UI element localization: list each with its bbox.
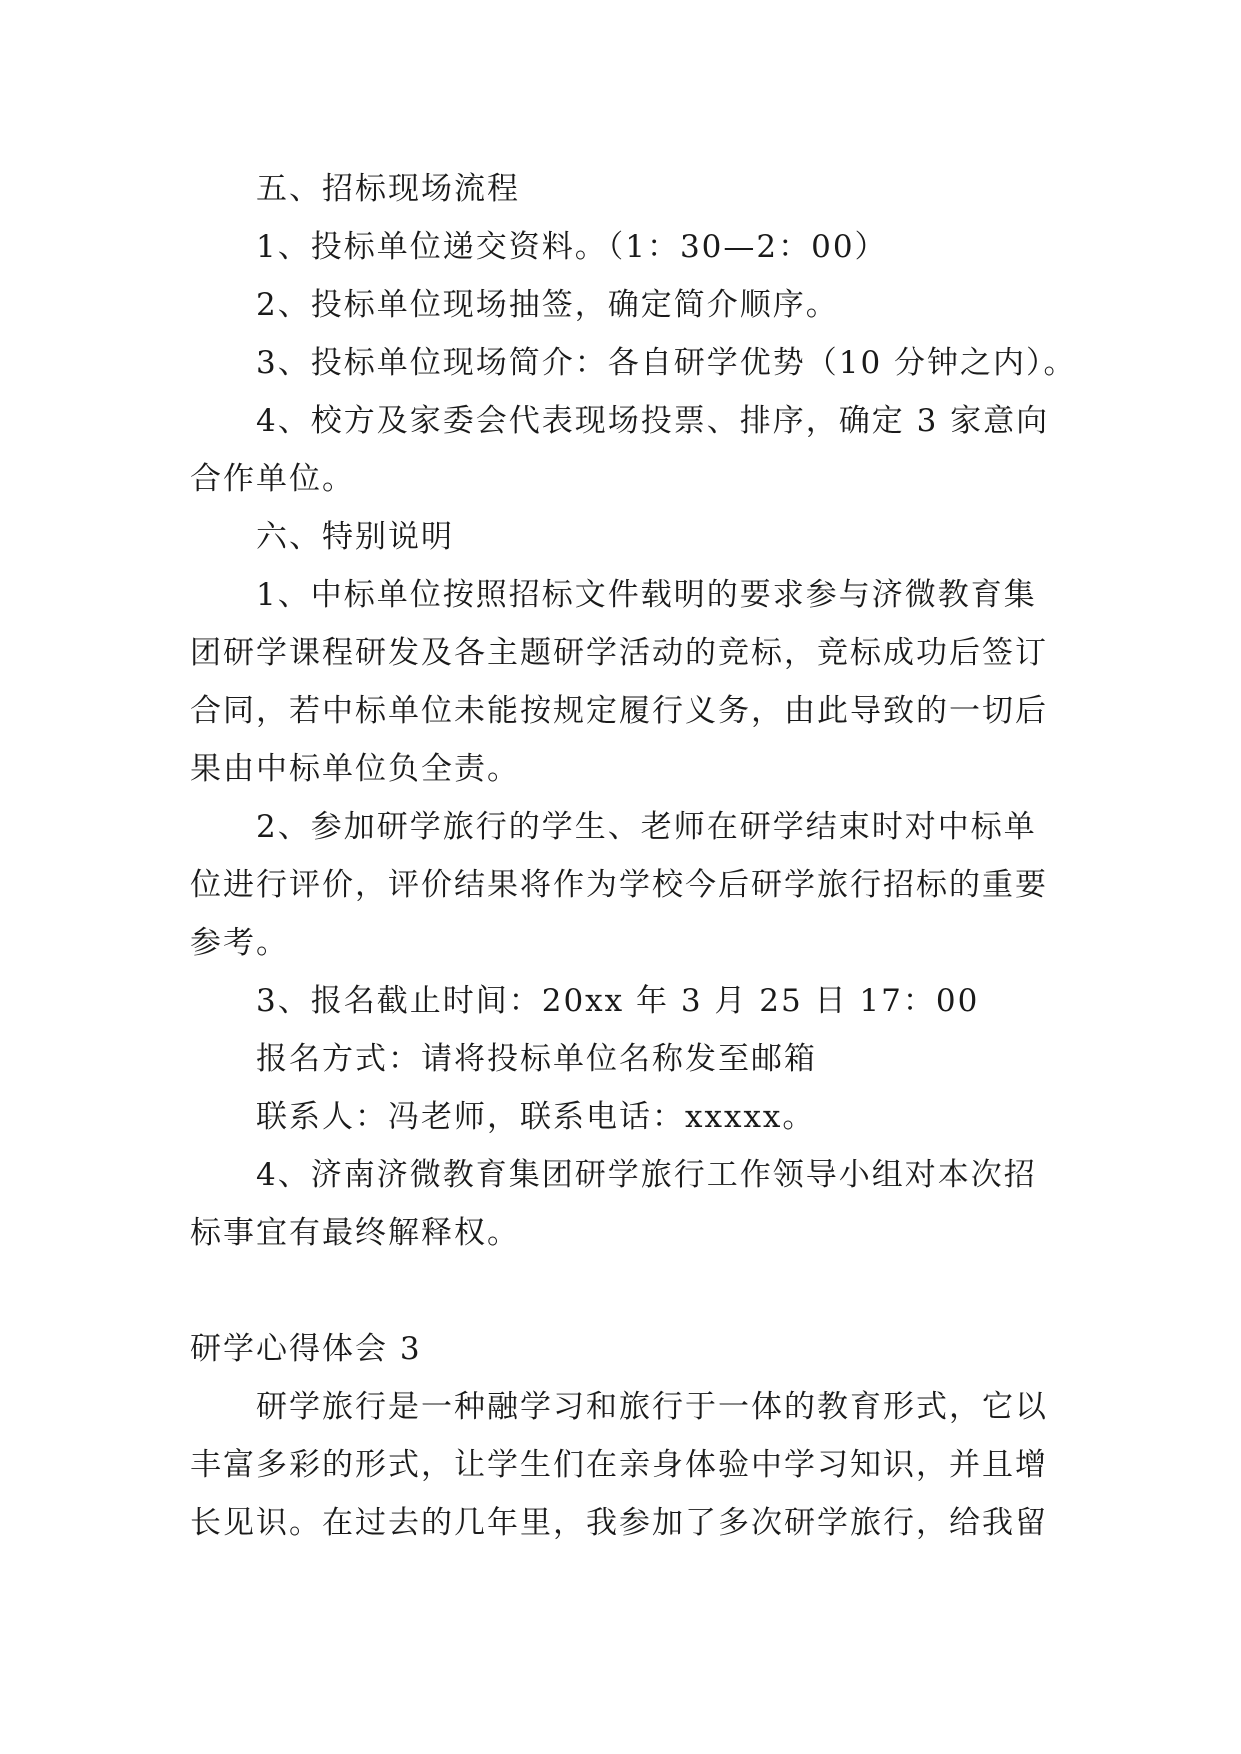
section-heading: 六、特别说明 bbox=[256, 519, 454, 555]
paragraph-line: 研学旅行是一种融学习和旅行于一体的教育形式，它以 bbox=[256, 1389, 1048, 1425]
paragraph-line: 团研学课程研发及各主题研学活动的竞标，竞标成功后签订 bbox=[190, 635, 1048, 671]
list-item: 4、校方及家委会代表现场投票、排序，确定 3 家意向 bbox=[256, 403, 1050, 439]
paragraph-line: 果由中标单位负全责。 bbox=[190, 751, 520, 787]
contact-line: 联系人：冯老师，联系电话：xxxxx。 bbox=[256, 1099, 816, 1135]
paragraph-line: 标事宜有最终解释权。 bbox=[190, 1215, 520, 1251]
essay-title: 研学心得体会 3 bbox=[190, 1331, 422, 1367]
deadline-line: 3、报名截止时间：20xx 年 3 月 25 日 17：00 bbox=[256, 983, 980, 1019]
registration-method-line: 报名方式：请将投标单位名称发至邮箱 bbox=[256, 1041, 817, 1077]
list-item: 2、投标单位现场抽签，确定简介顺序。 bbox=[256, 287, 839, 323]
paragraph-line: 位进行评价，评价结果将作为学校今后研学旅行招标的重要 bbox=[190, 867, 1048, 903]
paragraph-line: 长见识。在过去的几年里，我参加了多次研学旅行，给我留 bbox=[190, 1505, 1048, 1541]
section-spacer bbox=[190, 1262, 1050, 1320]
paragraph-line: 丰富多彩的形式，让学生们在亲身体验中学习知识，并且增 bbox=[190, 1447, 1048, 1483]
paragraph-line: 1、中标单位按照招标文件载明的要求参与济微教育集 bbox=[256, 577, 1037, 613]
list-item-continuation: 合作单位。 bbox=[190, 461, 355, 497]
paragraph-line: 参考。 bbox=[190, 925, 289, 961]
paragraph-line: 4、济南济微教育集团研学旅行工作领导小组对本次招 bbox=[256, 1157, 1037, 1193]
paragraph-line: 合同，若中标单位未能按规定履行义务，由此导致的一切后 bbox=[190, 693, 1048, 729]
section-heading: 五、招标现场流程 bbox=[256, 171, 520, 207]
paragraph-line: 2、参加研学旅行的学生、老师在研学结束时对中标单 bbox=[256, 809, 1037, 845]
document-body bbox=[190, 160, 1077, 1552]
list-item: 3、投标单位现场简介：各自研学优势（10 分钟之内）。 bbox=[256, 345, 1077, 381]
list-item: 1、投标单位递交资料。（1：30—2：00） bbox=[256, 229, 888, 265]
